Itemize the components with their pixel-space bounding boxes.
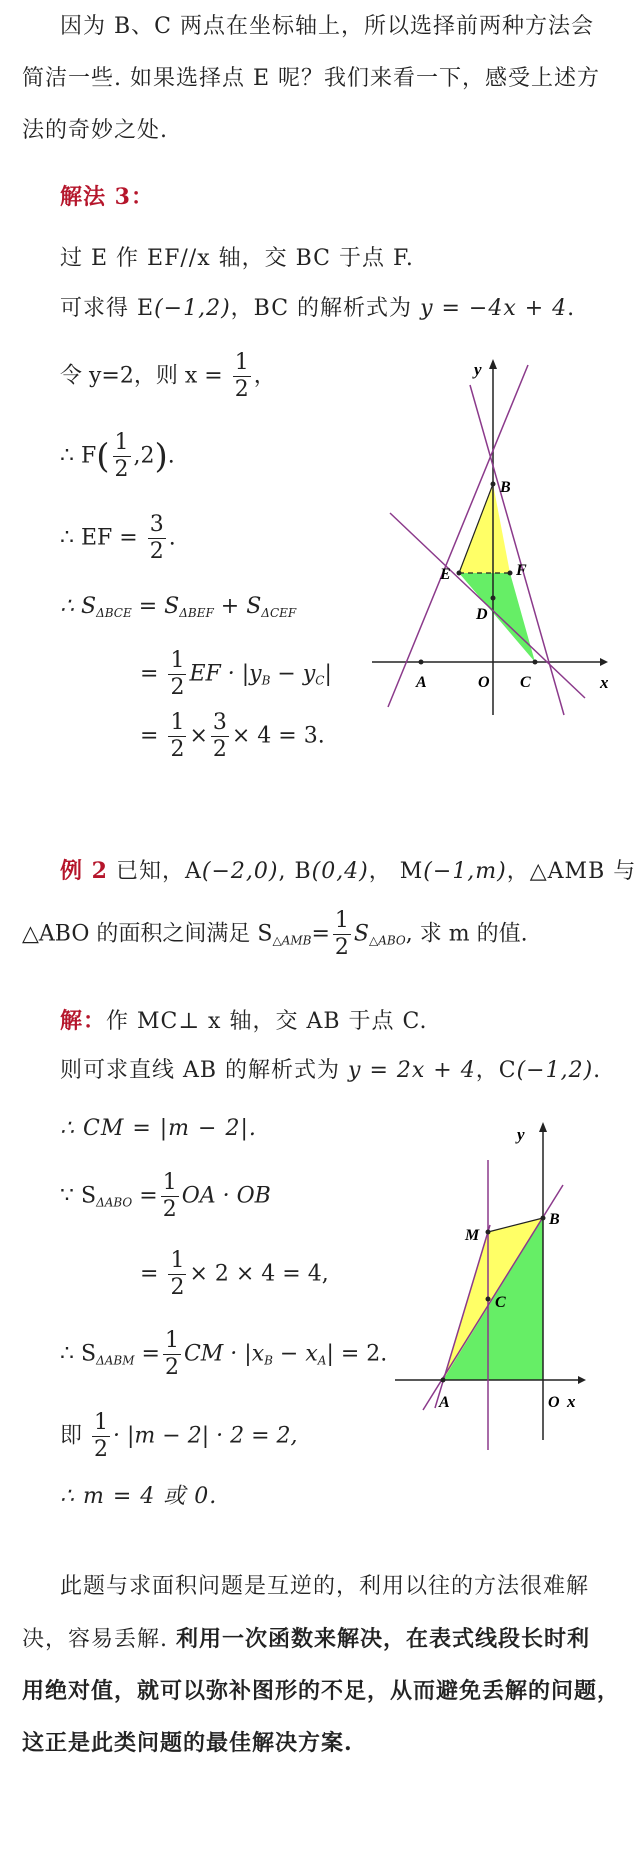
step6-text-c: + S [213, 594, 262, 619]
step5-fraction [148, 514, 166, 563]
step4-text-a: ∴ F [60, 443, 97, 469]
step7-fraction [168, 650, 186, 699]
example2-line2 [22, 910, 528, 959]
point-a [441, 1378, 446, 1383]
example2-label: 例 2 [60, 858, 108, 884]
ex2-point-b: (0,4) [311, 859, 369, 884]
sol2-step5-a: = [140, 1261, 159, 1287]
step7-sub-1: B [261, 673, 271, 688]
intro-line-3: 法的奇妙之处. [22, 118, 168, 143]
method3-step1: 过 E 作 EF//x 轴，交 BC 于点 F. [60, 246, 414, 271]
ex2-line2-a: △ABO 的面积之间满足 S [22, 921, 273, 947]
label-b: B [549, 1211, 560, 1228]
sol2-equation: y = 2x + 4 [348, 1058, 476, 1083]
sol2-step2-b: ，C [475, 1058, 517, 1083]
step6-text-a: ∴ S [60, 594, 97, 619]
ex2-line2-sub1: △AMB [272, 933, 312, 948]
point-b [491, 482, 496, 487]
label-y: y [517, 1125, 525, 1144]
solution2-step2 [60, 1052, 601, 1090]
step3-text-a: 令 y=2，则 x = [60, 363, 223, 389]
method3-step3 [60, 352, 276, 401]
y-axis-arrow [539, 1122, 547, 1132]
step4-fraction [113, 432, 131, 481]
sol2-step6-e: | = 2. [326, 1341, 388, 1367]
sol2-step6-sub2: A [317, 1353, 327, 1368]
label-e: E [440, 566, 451, 583]
method3-step5 [60, 514, 176, 563]
step6-sub-2: ΔBEF [179, 606, 214, 620]
sol2-step7-b: · |m − 2| · 2 = 2, [113, 1423, 298, 1449]
sol2-step6-fraction [163, 1330, 181, 1379]
point-b [541, 1216, 546, 1221]
example2-line1 [60, 852, 636, 891]
label-a: A [416, 674, 427, 691]
ex2-num: 1 [334, 908, 349, 933]
ex2-fraction [333, 910, 351, 959]
point-f [508, 571, 513, 576]
step8-text-b: × [189, 723, 208, 749]
label-m: M [465, 1227, 480, 1244]
sol2-step7-a: 即 [60, 1423, 83, 1449]
method3-step7 [140, 650, 332, 699]
method3-step6 [60, 596, 296, 619]
step8-fraction-2 [211, 712, 229, 761]
sol2-step5-num: 1 [170, 1248, 185, 1273]
step8-text-c: × 4 = 3. [231, 723, 325, 749]
step8-num-1: 1 [170, 710, 185, 735]
conclusion-line2-b: 利用一次函数来解决，在表式线段长时利 [176, 1626, 591, 1652]
method3-step8 [140, 712, 325, 761]
solution2-step7 [60, 1412, 298, 1461]
conclusion-line-1: 此题与求面积问题是互逆的，利用以往的方法很难解 [60, 1574, 590, 1599]
label-d: D [476, 606, 488, 623]
solution2-heading: 解： [60, 1008, 107, 1034]
point-c [486, 1297, 491, 1302]
conclusion-line2-a: 决，容易丢解. [22, 1627, 176, 1652]
intro-line-2: 简洁一些. 如果选择点 E 呢？我们来看一下，感受上述方 [22, 66, 601, 91]
x-axis-arrow [600, 658, 608, 666]
label-b: B [500, 479, 511, 496]
step2-text-c: . [567, 296, 576, 321]
ex2-line2-c: S [353, 921, 369, 947]
sol2-step6-sub1: B [264, 1353, 273, 1368]
ex2-text-a: 已知，A [107, 859, 202, 884]
sol2-step4-a: ∵ S [60, 1183, 97, 1209]
step6-text-b: = S [131, 594, 180, 619]
step2-equation: y = −4x + 4 [420, 296, 568, 321]
sol2-step6-a: ∴ S [60, 1341, 97, 1367]
sol2-step6-c: CM · |x [183, 1341, 265, 1367]
method3-step4: ∴ F( $\frac{1}{2}$ ,2). [60, 430, 175, 482]
sol2-step6-num: 1 [164, 1328, 179, 1353]
step4-den: 2 [114, 457, 129, 482]
sol2-step6-sub: ΔABM [96, 1353, 135, 1368]
step2-text-a: 可求得 E [60, 296, 155, 321]
step7-text-b: EF · |y [189, 661, 262, 687]
step5-num: 3 [149, 512, 164, 537]
sol2-step4-fraction [161, 1172, 179, 1221]
step7-den: 2 [170, 675, 185, 700]
sol2-step6-b: = [134, 1341, 160, 1367]
sol2-step4-c: OA · OB [181, 1183, 271, 1209]
step3-num: 1 [234, 350, 249, 375]
ex2-point-a: (−2,0) [201, 859, 279, 884]
sol2-step5-fraction [168, 1250, 186, 1299]
sol2-step4-den: 2 [162, 1197, 177, 1222]
conclusion-line-4: 这正是此类问题的最佳解决方案. [22, 1730, 353, 1756]
sol2-step2-d: . [593, 1058, 602, 1083]
sol2-step7-fraction [92, 1412, 110, 1461]
label-a: A [439, 1394, 450, 1411]
step7-text-d: | [324, 661, 332, 687]
step8-text-a: = [140, 723, 159, 749]
step6-sub-3: ΔCEF [261, 606, 297, 620]
label-x: x [567, 1392, 576, 1411]
ex2-text-g: ，△AMB 与 [506, 859, 637, 884]
sol2-step4-num: 1 [162, 1170, 177, 1195]
intro-line-1: 因为 B、C 两点在坐标轴上，所以选择前两种方法会 [60, 14, 594, 39]
point-m [486, 1230, 491, 1235]
solution2-step1-text: 作 MC⊥ x 轴，交 AB 于点 C. [106, 1009, 428, 1034]
conclusion-line-2 [22, 1620, 590, 1659]
graph-method3 [360, 355, 610, 725]
solution2-step8: ∴ m = 4 或 0. [60, 1484, 218, 1509]
solution2-step1 [60, 1002, 428, 1041]
conclusion-line-3: 用绝对值，就可以弥补图形的不足，从而避免丢解的问题， [22, 1678, 621, 1704]
ex2-text-e: ， M [368, 859, 424, 884]
graph-example2 [395, 1110, 595, 1465]
solution2-step5 [140, 1250, 329, 1299]
sol2-step7-den: 2 [94, 1437, 109, 1462]
step7-sub-2: C [315, 673, 325, 688]
method3-heading: 解法 3： [60, 184, 154, 210]
x-axis-arrow [578, 1376, 586, 1384]
solution2-step3: ∴ CM = |m − 2|. [60, 1116, 257, 1141]
method3-step2 [60, 290, 575, 328]
triangle-cef [459, 573, 535, 662]
step7-num: 1 [170, 648, 185, 673]
step6-sub-1: ΔBCE [96, 606, 132, 620]
step3-fraction [233, 352, 251, 401]
label-c: C [495, 1294, 506, 1311]
step8-fraction-1 [168, 712, 186, 761]
label-f: F [516, 562, 527, 579]
ex2-text-c: , B [278, 859, 312, 884]
step2-point-e: (−1,2) [154, 296, 231, 321]
ex2-line2-b: = [311, 921, 330, 947]
label-x: x [600, 673, 609, 692]
sol2-step6-den: 2 [164, 1355, 179, 1380]
sol2-step2-a: 则可求直线 AB 的解析式为 [60, 1058, 349, 1083]
step5-den: 2 [149, 539, 164, 564]
step7-text-a: = [140, 661, 159, 687]
step3-text-c: ， [253, 363, 276, 389]
sol2-step4-sub: ΔABO [96, 1195, 133, 1210]
label-o: O [478, 674, 490, 691]
line-ab [388, 365, 528, 707]
solution2-step4 [60, 1172, 271, 1221]
sol2-step7-num: 1 [94, 1410, 109, 1435]
step8-den-2: 2 [212, 737, 227, 762]
solution2-step6 [60, 1330, 387, 1379]
step4-text-c: . [167, 443, 175, 469]
step4-text-b: ,2 [133, 443, 155, 469]
point-d [491, 596, 496, 601]
ex2-line2-d: , 求 m 的值. [405, 921, 528, 947]
label-y: y [474, 360, 482, 379]
label-o: O [548, 1394, 560, 1411]
ex2-line2-sub2: △ABO [369, 933, 406, 948]
step2-text-b: ，BC 的解析式为 [230, 296, 421, 321]
ex2-den: 2 [334, 935, 349, 960]
step5-text-a: ∴ EF = [60, 525, 138, 551]
step3-den: 2 [234, 377, 249, 402]
y-axis-arrow [489, 359, 497, 369]
step5-text-c: . [168, 525, 176, 551]
sol2-step5-b: × 2 × 4 = 4, [189, 1261, 329, 1287]
point-e [457, 571, 462, 576]
sol2-step6-d: − x [272, 1341, 318, 1367]
step8-num-2: 3 [212, 710, 227, 735]
step8-den-1: 2 [170, 737, 185, 762]
point-c [533, 660, 538, 665]
label-c: C [520, 674, 531, 691]
sol2-point-c: (−1,2) [516, 1058, 594, 1083]
point-a [419, 660, 424, 665]
sol2-step4-b: = [132, 1183, 158, 1209]
ex2-point-m: (−1,m) [423, 859, 507, 884]
step4-num: 1 [114, 430, 129, 455]
step7-text-c: − y [270, 661, 316, 687]
sol2-step5-den: 2 [170, 1275, 185, 1300]
